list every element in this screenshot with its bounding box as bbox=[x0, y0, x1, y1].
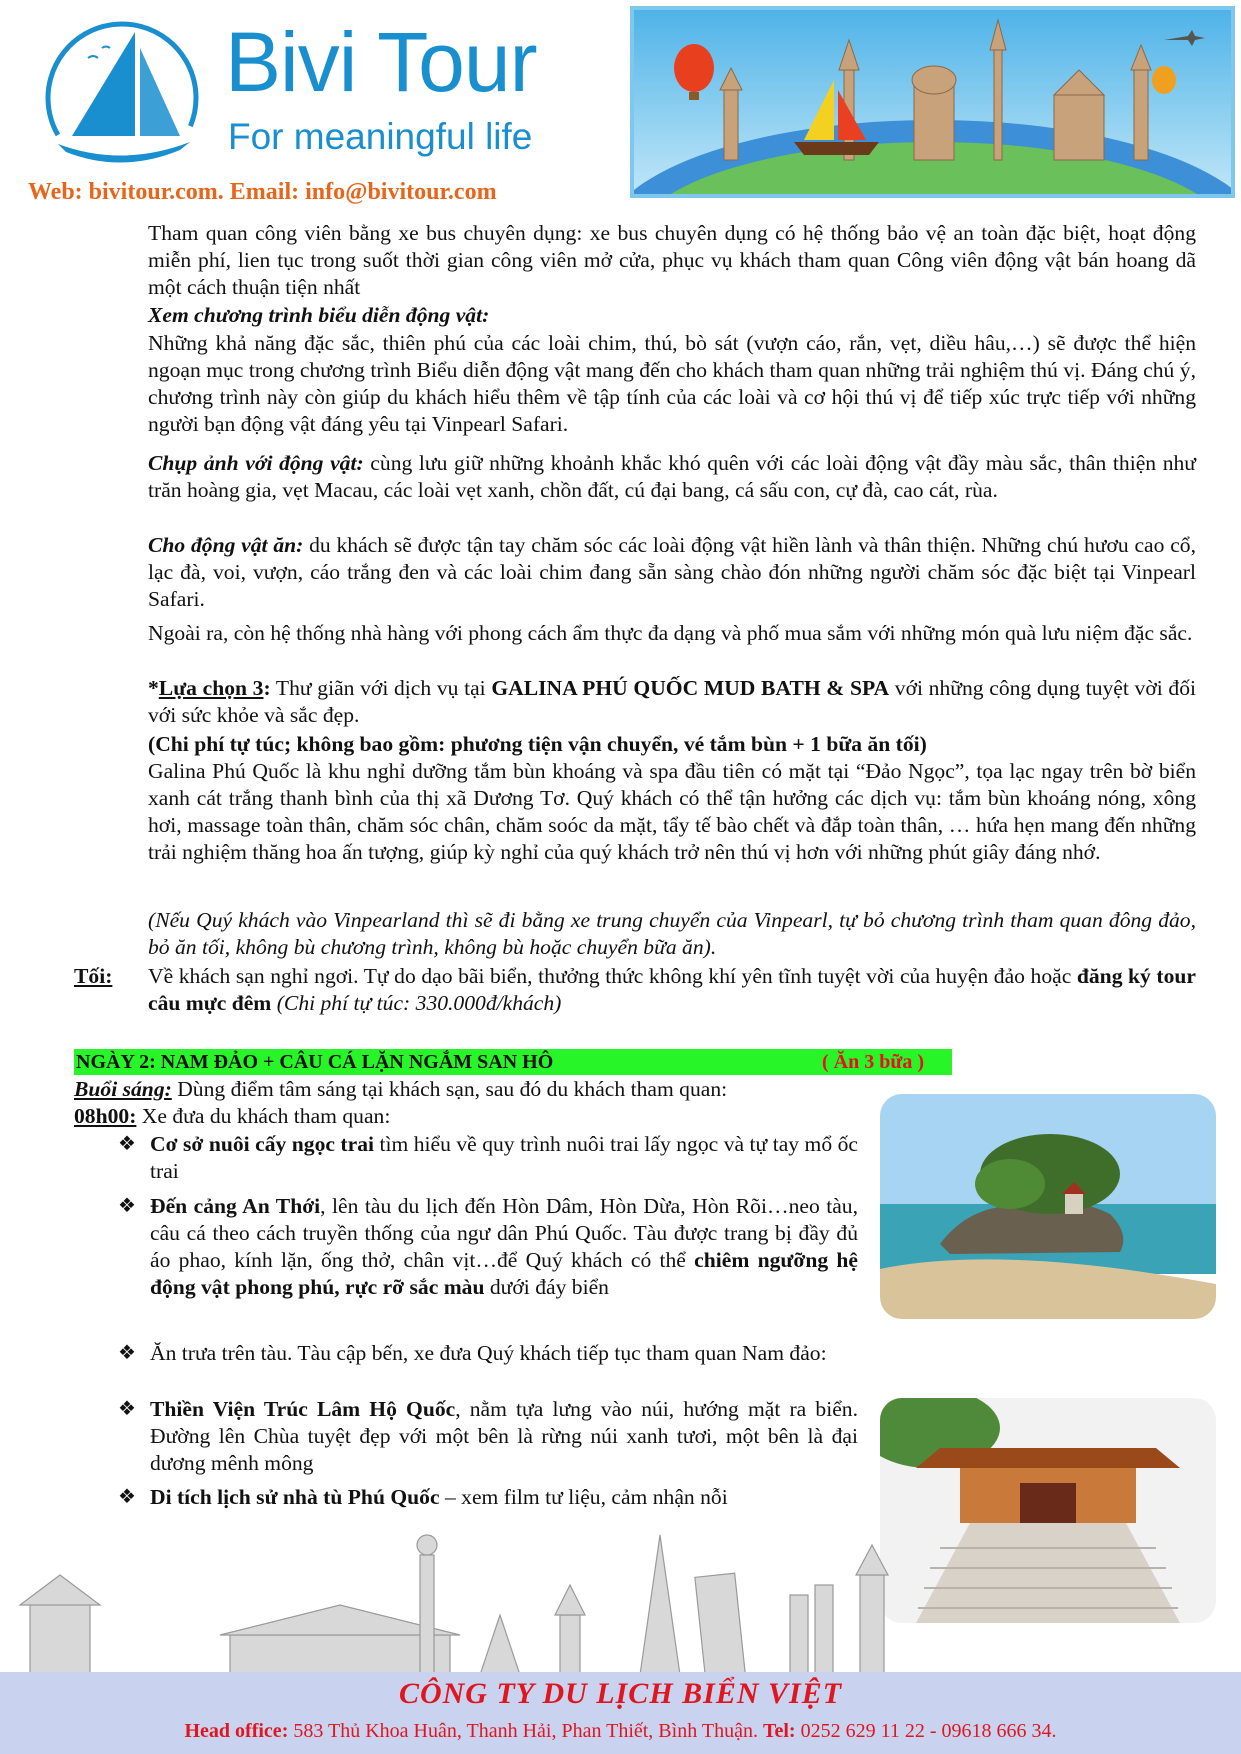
list-item-pearl-farm bbox=[150, 1131, 858, 1185]
day-2-title: NGÀY 2: NAM ĐẢO + CÂU CÁ LẶN NGẮM SAN HÔ bbox=[76, 1051, 554, 1073]
bullet-icon: ❖ bbox=[118, 1342, 136, 1364]
paragraph-feed-animals bbox=[148, 532, 1196, 613]
list-item-an-thoi-port bbox=[150, 1193, 858, 1301]
morning-label: Buổi sáng: bbox=[74, 1077, 172, 1101]
paragraph-animal-show: Những khả năng đặc sắc, thiên phú của các loài chim, thú, bò sát (vượn cáo, rắn, vẹt, diều hâu,…) sẽ được thể hiện ngoạn mục trong chương trình Biểu diễn động vật mang đến cho khách tham quan những trải nghiệm thú vị. Đáng chú ý, chương trình này còn giúp du khách hiểu thêm về tập tính của các loài và cơ hội thú vị để tiếp xúc trực tiếp với những người bạn động vật đáng yêu tại Vinpearl Safari. bbox=[148, 331, 1196, 436]
list-item-lunch: Ăn trưa trên tàu. Tàu cập bến, xe đưa Quý khách tiếp tục tham quan Nam đảo: bbox=[150, 1341, 827, 1365]
evening-label: Tối: bbox=[74, 964, 113, 988]
brand-tagline: For meaningful life bbox=[228, 116, 533, 157]
prison-text: – xem film tư liệu, cảm nhận nỗi bbox=[439, 1485, 728, 1509]
evening-text: Về khách sạn nghỉ ngơi. Tự do dạo bãi biển, thưởng thức không khí yên tĩnh tuyệt vời của huyện đảo hoặc bbox=[148, 964, 1077, 988]
pearl-farm-text: tìm hiểu về quy trình nuôi trai lấy ngọc và tự tay mổ ốc trai bbox=[150, 1132, 858, 1183]
contact-line: Web: bivitour.com. Email: info@bivitour.com bbox=[28, 179, 497, 205]
bullet-icon: ❖ bbox=[118, 1133, 136, 1155]
paragraph-option-3 bbox=[148, 675, 1196, 729]
an-thoi-text-2: dưới đáy biển bbox=[484, 1275, 609, 1299]
head-office-line bbox=[0, 1718, 1241, 1744]
option-3-venue: GALINA PHÚ QUỐC MUD BATH & SPA bbox=[491, 676, 890, 700]
option-3-cost-note: (Chi phí tự túc; không bao gồm: phương tiện vận chuyển, vé tắm bùn + 1 bữa ăn tối) bbox=[148, 732, 927, 756]
list-item-truc-lam bbox=[150, 1396, 858, 1477]
prison-title: Di tích lịch sử nhà tù Phú Quốc bbox=[150, 1485, 440, 1509]
paragraph-evening bbox=[148, 963, 1196, 1017]
tel-value: 0252 629 11 22 - 09618 666 34. bbox=[795, 1720, 1057, 1742]
option-3-text-2: với những công dụng tuyệt vời đối với sức khỏe và sắc đẹp. bbox=[148, 676, 1196, 727]
head-office-label: Head office: bbox=[184, 1720, 289, 1742]
day-2-meals: ( Ăn 3 bữa ) bbox=[822, 1051, 925, 1073]
coral-highlight: chiêm ngưỡng hệ động vật phong phú, rực rỡ sắc màu bbox=[150, 1248, 858, 1299]
world-landmarks-skyline bbox=[0, 1495, 1241, 1675]
heading-animal-photo: Chụp ảnh với động vật: bbox=[148, 451, 364, 475]
an-thoi-text: , lên tàu du lịch đến Hòn Dâm, Hòn Dừa, Hòn Rõi…neo tàu, câu cá theo cách truyền thống của ngư dân Phú Quốc. Tàu được trang bị đầy đủ áo phao, kính lặn, ống thở, chân vịt…để Quý khách có thể bbox=[150, 1194, 858, 1272]
night-squid-cost: (Chi phí tự túc: 330.000đ/khách) bbox=[276, 991, 562, 1015]
header-travel-collage bbox=[630, 6, 1235, 198]
sailboat-logo-icon bbox=[30, 18, 205, 178]
an-thoi-title: Đến cảng An Thới bbox=[150, 1194, 321, 1218]
rock-shrine-photo bbox=[880, 1094, 1216, 1319]
time-line bbox=[74, 1103, 874, 1130]
bullet-icon: ❖ bbox=[118, 1486, 136, 1508]
truc-lam-title: Thiền Viện Trúc Lâm Hộ Quốc bbox=[150, 1397, 456, 1421]
bullet-icon: ❖ bbox=[118, 1398, 136, 1420]
paragraph-safari-bus: Tham quan công viên bằng xe bus chuyên dụng: xe bus chuyên dụng có hệ thống bảo vệ an toàn đặc biệt, hoạt động miễn phí, lien tục trong suốt thời gian công viên mở cửa, phục vụ khách tham quan Công viên động vật bán hoang dã một cách thuận tiện nhất bbox=[148, 221, 1196, 299]
text-animal-photo: cùng lưu giữ những khoảnh khắc khó quên với các loài động vật đầy màu sắc, thân thiện như trăn hoàng gia, vẹt Macau, các loài vẹt xanh, chồn đất, cú đại bang, cá sấu con, cự đà, cao cát, rùa. bbox=[148, 451, 1197, 502]
night-squid-tour: đăng ký tour câu mực đêm bbox=[148, 964, 1196, 1015]
bullet-icon: ❖ bbox=[118, 1195, 136, 1217]
travel-collage-illustration bbox=[634, 10, 1231, 194]
paragraph-vinpearl-note: (Nếu Quý khách vào Vinpearland thì sẽ đi bằng xe trung chuyển của Vinpearl, tự bỏ chương trình tham quan đông đảo, bỏ ăn tối, không bù chương trình, không bù hoặc chuyển bữa ăn). bbox=[148, 908, 1196, 959]
tel-label: Tel: bbox=[762, 1720, 796, 1742]
company-name: CÔNG TY DU LỊCH BIỂN VIỆT bbox=[398, 1677, 843, 1710]
heading-feed-animals: Cho động vật ăn: bbox=[148, 533, 304, 557]
rock-shrine-illustration bbox=[880, 1094, 1216, 1319]
morning-line bbox=[74, 1076, 874, 1103]
paragraph-galina: Galina Phú Quốc là khu nghỉ dưỡng tắm bùn khoáng và spa đầu tiên có mặt tại “Đảo Ngọc”, tọa lạc ngay trên bờ biển xanh cát trắng thanh bình của thị xã Dương Tơ. Quý khách có thể tận hưởng các dịch vụ: tắm bùn khoáng nóng, xông hơi, massage toàn thân, chăm sóc chân, chăm soóc da mặt, tẩy tế bào chết và đắp toàn thân, … hứa hẹn mang đến những trải nghiệm thăng hoa ấn tượng, giúp kỳ nghỉ của quý khách trở nên thú vị hơn với những phút giây đáng nhớ. bbox=[148, 759, 1196, 864]
morning-text: Dùng điểm tâm sáng tại khách sạn, sau đó du khách tham quan: bbox=[171, 1077, 728, 1101]
option-3-colon: : bbox=[263, 676, 271, 700]
time-label: 08h00: bbox=[74, 1104, 137, 1128]
truc-lam-text: , nằm tựa lưng vào núi, hướng mặt ra biển. Đường lên Chùa tuyệt đẹp với một bên là rừng núi xanh tươi, một bên là đại dương mênh mông bbox=[150, 1397, 858, 1475]
option-3-star: * bbox=[148, 676, 159, 700]
time-text: Xe đưa du khách tham quan: bbox=[136, 1104, 391, 1128]
head-office-address: 583 Thủ Khoa Huân, Thanh Hải, Phan Thiết, Bình Thuận. bbox=[288, 1720, 763, 1742]
paragraph-animal-photo bbox=[148, 450, 1196, 504]
brand-name: Bivi Tour bbox=[225, 15, 537, 109]
paragraph-restaurants: Ngoài ra, còn hệ thống nhà hàng với phong cách ẩm thực đa dạng và phố mua sắm với những món quà lưu niệm đặc sắc. bbox=[148, 621, 1193, 645]
option-3-label: Lựa chọn 3 bbox=[158, 676, 264, 700]
option-3-text: Thư giãn với dịch vụ tại bbox=[270, 676, 492, 700]
text-feed-animals: du khách sẽ được tận tay chăm sóc các loài động vật hiền lành và thân thiện. Những chú hươu cao cổ, lạc đà, voi, vượn, cáo trắng đen và các loài chim đang sẵn sàng chào đón những người chăm sóc đặc biệt tại Vinpearl Safari. bbox=[148, 533, 1196, 611]
heading-animal-show: Xem chương trình biểu diễn động vật: bbox=[148, 303, 490, 327]
pearl-farm-title: Cơ sở nuôi cấy ngọc trai bbox=[150, 1132, 374, 1156]
